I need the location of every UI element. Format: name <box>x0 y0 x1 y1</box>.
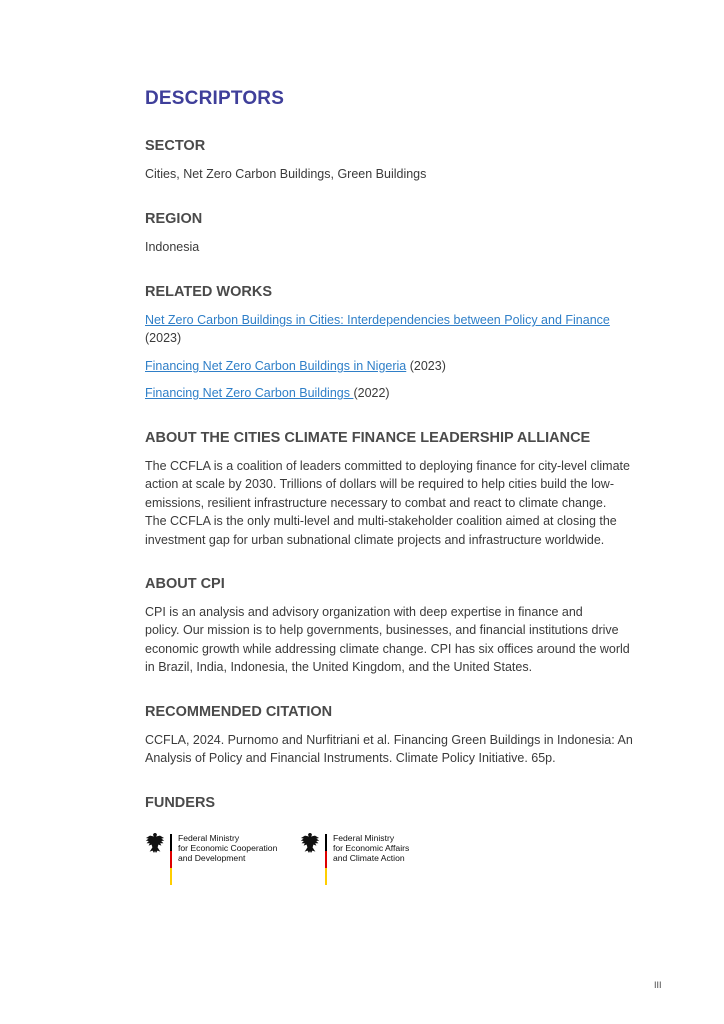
logo-line: and Development <box>178 853 246 863</box>
related-work-year: (2022) <box>353 386 390 400</box>
related-work-item <box>145 384 665 402</box>
flag-bar <box>170 834 172 885</box>
related-works-heading: RELATED WORKS <box>145 284 273 300</box>
ccfla-heading: ABOUT THE CITIES CLIMATE FINANCE LEADERSHIP ALLIANCE <box>145 430 591 446</box>
flag-bar <box>325 834 327 885</box>
paragraph-line: The CCFLA is the only multi-level and multi-stakeholder coalition aimed at closing the <box>145 514 617 529</box>
citation-text <box>145 731 665 768</box>
logo-text <box>178 833 277 863</box>
logo-line: Federal Ministry <box>178 833 240 843</box>
logo-line: Federal Ministry <box>333 833 395 843</box>
citation-heading: RECOMMENDED CITATION <box>145 704 333 720</box>
related-work-year: (2023) <box>406 359 446 373</box>
logo-line: for Economic Affairs <box>333 843 410 853</box>
region-text: Indonesia <box>145 240 200 254</box>
region-heading: REGION <box>145 211 203 227</box>
related-work-year: (2023) <box>145 331 182 346</box>
page-number: III <box>654 980 662 990</box>
cpi-text <box>145 603 665 677</box>
logo-line: for Economic Cooperation <box>178 843 278 853</box>
ccfla-text <box>145 457 665 549</box>
paragraph-line: The CCFLA is a coalition of leaders committed to deploying finance for city-level climate <box>145 459 630 473</box>
paragraph-line: emissions, resilient infrastructure necessary to combat and react to climate change. <box>145 495 607 510</box>
sector-heading: SECTOR <box>145 138 206 154</box>
paragraph-line: CPI is an analysis and advisory organization with deep expertise in finance and <box>145 605 583 619</box>
paragraph-line: economic growth while addressing climate change. CPI has six offices around the world <box>145 641 630 656</box>
cpi-heading: ABOUT CPI <box>145 576 225 592</box>
sector-text: Cities, Net Zero Carbon Buildings, Green Buildings <box>145 167 427 181</box>
related-work-link[interactable]: Financing Net Zero Carbon Buildings <box>145 386 354 400</box>
paragraph-line: Analysis of Policy and Financial Instruments. Climate Policy Initiative. 65p. <box>145 751 556 766</box>
federal-eagle-icon <box>145 832 165 854</box>
paragraph-line: action at scale by 2030. Trillions of dollars will be required to help cities build the low- <box>145 477 614 492</box>
related-work-item <box>145 357 665 375</box>
related-work-link[interactable]: Financing Net Zero Carbon Buildings in Nigeria <box>145 359 407 373</box>
paragraph-line: policy. Our mission is to help governments, businesses, and financial institutions drive <box>145 623 619 638</box>
logo-text <box>333 833 409 863</box>
paragraph-line: in Brazil, India, Indonesia, the United Kingdom, and the United States. <box>145 660 533 675</box>
funders-heading: FUNDERS <box>145 795 216 811</box>
related-work-item <box>145 311 665 348</box>
page-title: DESCRIPTORS <box>145 88 285 109</box>
paragraph-line: investment gap for urban subnational climate projects and infrastructure worldwide. <box>145 532 605 547</box>
federal-eagle-icon <box>300 832 320 854</box>
related-work-link[interactable]: Net Zero Carbon Buildings in Cities: Interdependencies between Policy and Finance <box>145 313 610 327</box>
logo-line: and Climate Action <box>333 853 405 863</box>
paragraph-line: CCFLA, 2024. Purnomo and Nurfitriani et al. Financing Green Buildings in Indonesia: An <box>145 733 633 747</box>
